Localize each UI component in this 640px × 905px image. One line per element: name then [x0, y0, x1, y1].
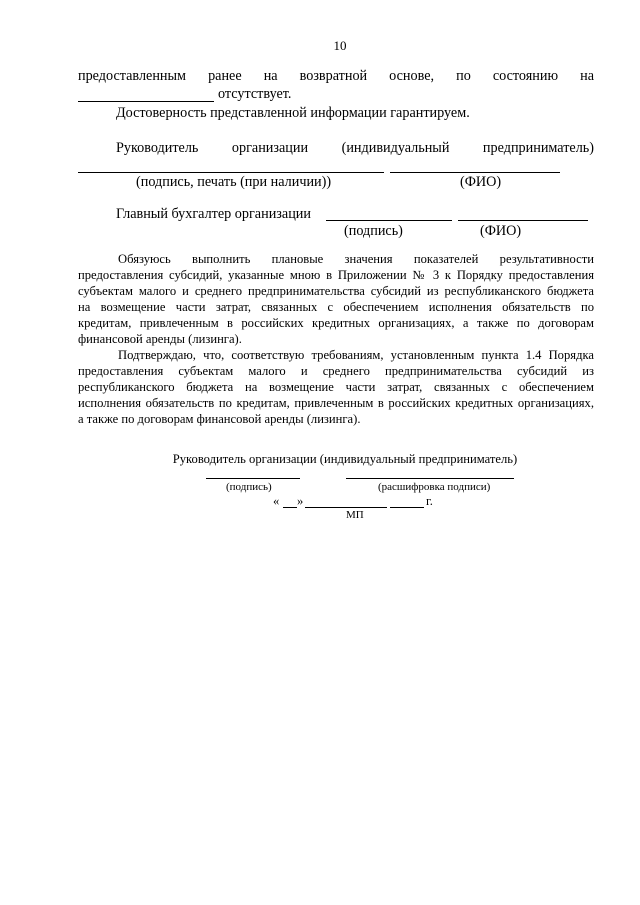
page-number: 10 — [333, 38, 347, 53]
continuation-line: предоставленным ранее на возвратной основе, по состоянию на — [78, 68, 594, 84]
bottom-head-title: Руководитель организации (индивидуальный предприниматель) — [172, 452, 518, 466]
bottom-signature-caption: (подпись) — [226, 481, 272, 493]
date-year-line — [390, 507, 424, 508]
paragraph-line: на возмещение части затрат, связанных с обеспечением исполнения обязательств по — [78, 300, 594, 314]
paragraph-line: предоставления субъектам малого и среднего предпринимательства субсидий из — [78, 364, 594, 378]
accountant-name-line — [458, 220, 588, 221]
accountant-title: Главный бухгалтер организации — [116, 206, 311, 222]
date-day-line — [283, 507, 297, 508]
paragraph-line: исполнения обязательств по кредитам, привлеченным в российских кредитных организациях, — [78, 396, 594, 410]
paragraph-line: Обязуюсь выполнить плановые значения показателей результативности — [118, 252, 594, 266]
bottom-decoding-line — [346, 478, 514, 479]
head-title: Руководитель организации (индивидуальный предприниматель) — [116, 140, 594, 156]
obligation-paragraph — [78, 251, 594, 347]
head-name-caption: (ФИО) — [460, 174, 502, 190]
accountant-name-caption: (ФИО) — [480, 223, 522, 239]
confirmation-paragraph — [78, 347, 594, 427]
head-name-line — [390, 172, 560, 173]
bottom-decoding-caption: (расшифровка подписи) — [378, 481, 491, 493]
accountant-signature-line — [326, 220, 452, 221]
paragraph-line: Подтверждаю, что, соответствую требованиям, установленным пункта 1.4 Порядка — [118, 348, 594, 362]
paragraph-line: предоставления субсидий, указанные мною в Приложении № 3 к Порядку предоставления — [78, 268, 594, 282]
date-year-suffix: г. — [426, 494, 433, 508]
paragraph-line: а также по договорам финансовой аренды (лизинга). — [78, 412, 361, 426]
head-signature-caption: (подпись, печать (при наличии)) — [136, 174, 332, 190]
bottom-signature-line — [206, 478, 300, 479]
date-month-line — [305, 507, 387, 508]
head-signature-line — [78, 172, 384, 173]
accountant-signature-caption: (подпись) — [344, 223, 403, 239]
paragraph-line: финансовой аренды (лизинга). — [78, 332, 242, 346]
reliability-statement: Достоверность представленной информации гарантируем. — [116, 105, 470, 121]
blank-line — [78, 101, 214, 102]
paragraph-line: республиканского бюджета на возмещение части затрат, связанных с обеспечением — [78, 380, 594, 394]
paragraph-line: субъектам малого и среднего предпринимательства субсидий из республиканского бюджета — [78, 284, 594, 298]
absent-text: отсутствует. — [218, 86, 292, 102]
date-close-quote: » — [297, 494, 304, 508]
date-open-quote: « — [273, 494, 280, 508]
stamp-place: МП — [346, 509, 364, 521]
paragraph-line: кредитам, привлеченным в российских кредитных организациях, а также по договорам — [78, 316, 594, 330]
